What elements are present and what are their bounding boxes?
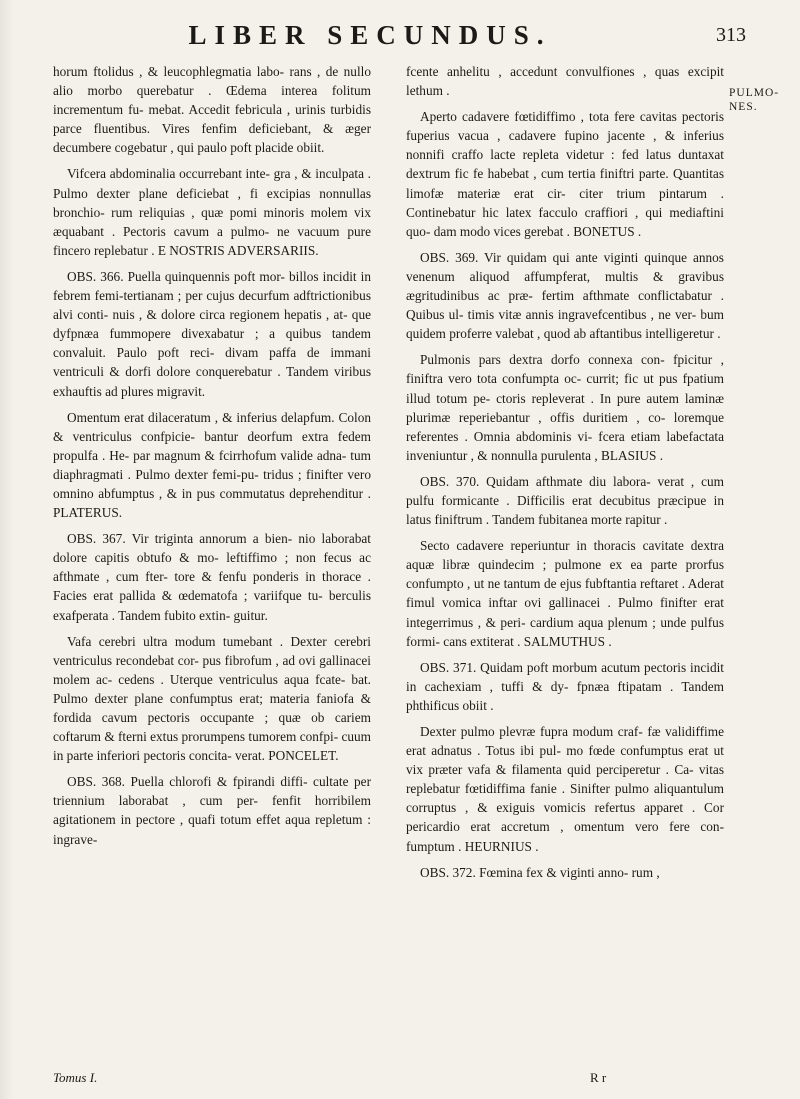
observation-367: OBS. 367. Vir triginta annorum a bien- nio laborabat dolore capitis obtufo & mo- leftiffimo ; non fecus ac afthmate , cum fter- tore & fenfu ponderis in thorace . Facies erat pallida & œdematofa ; variifque tu- berculis exafperata . Tandem fubito extin- guitur. [53,531,371,623]
page-number: 313 [716,24,746,46]
page-header [0,18,800,58]
signature-mark: R r [590,1070,607,1085]
paragraph: Vafa cerebri ultra modum tumebant . Dexter cerebri ventriculus recondebat cor- pus fibrofum , ad ovi gallinacei molem ac- cedens . Uterque ventriculus aqua fcate- bat. Pulmo dexter plane confumptus erat; materia faniofa & fordida cavum pectoris occupante ; quæ ob cariem coftarum & fterni extus prorumpens tumorem confpi- cuum in parte inferiori pectoris concita- verat. PONCELET. [53,633,371,764]
observation-371: OBS. 371. Quidam poft morbum acutum pectoris incidit in cachexiam , tuffi & dy- fpnæa ftipatam . Tandem phthificus obiit . [406,659,724,713]
running-title: LIBER SECUNDUS. [188,20,552,50]
paragraph: Pulmonis pars dextra dorfo connexa con- fpicitur , finiftra vero tota confumpta oc- currit; fic ut pus fpatium illud totum pe- ctoris repleverat . In pure autem laminæ plurimæ reperiebantur , offis duritiem , co- loremque referentes . Omnia abdominis vi- fcera etiam labefactata inveniuntur , & nonnulla purulenta , BLASIUS . [406,352,724,463]
paragraph: fcente anhelitu , accedunt convulfiones , quas excipit lethum . [406,64,724,99]
observation-366: OBS. 366. Puella quinquennis poft mor- billos incidit in febrem femi-tertianam ; per cujus decurfum adftrictionibus alvi conti- nuis , & dolore circa regionem hepatis , at- que dyfpnæa fummopere divexabatur ; a quibus tandem convaluit. Paulo poft reci- divam paffa de immani ventriculi & dorfi dolore conquerebatur . Tandem viribus exhauftis ad plures migravit. [53,268,371,399]
paragraph: Secto cadavere reperiuntur in thoracis cavitate dextra aquæ libræ quindecim ; pulmone ex ea parte prorfus confumpto , ut ne tantum de ejus fubftantia reftaret . Aderat fimul vomica inftar ovi gallinacei . Pulmo finifter erat integerrimus , & peri- cardium aqua plenum ; unde pulfus formi- cans extiterat . SALMUTHUS . [406,538,724,649]
paragraph: Vifcera abdominalia occurrebant inte- gra , & inculpata . Pulmo dexter plane deficiebat , fi excipias nonnullas bronchio- rum reliquias , quæ pomi minoris molem vix æquabant . Pectoris cavum a pulmo- ne vacuum pure fincero replebatur . E NOSTRIS ADVERSARIIS. [53,166,371,258]
left-column [53,62,371,849]
catchword: Tomus I. [53,1070,98,1085]
paragraph: Omentum erat dilaceratum , & inferius delapfum. Colon & ventriculus confpicie- bantur deorfum extra fedem propulfa . He- par magnum & fcirrhofum valide adna- tum diaphragmati . Pulmo dexter femi-pu- tridus ; finifter vero omnino abfumptus , & in pus commutatus deprehenditur . PLATERUS. [53,409,371,521]
observation-372: OBS. 372. Fœmina fex & viginti anno- rum , [420,864,660,880]
observation-369: OBS. 369. Vir quidam qui ante viginti quinque annos venenum aliquod affumpferat, multis & gravibus ægritudinibus ac præ- fertim afthmate conflictabatur . Quibus ul- timis vitæ annis ingravefcentibus , ne ver- bum quidem proferre valebat , quod ab aftantibus intelligeretur . [406,249,724,342]
right-column [406,62,724,882]
observation-368: OBS. 368. Puella chlorofi & fpirandi diffi- cultate per triennium laborabat , cum per- fenfit horribilem agitationem in pectore , quafi totum effet aqua repletum : ingrave- [53,774,371,847]
paragraph: horum ftolidus , & leucophlegmatia labo- rans , de nullo alio morbo querebatur . Œdema interea folitum incrementum fu- mebat. Accedit febricula , urinis turbidis parce fluentibus. Vires fenfim deficiebant, & æger decumbere cogebatur , qui paulo poft placide obiit. [53,64,371,156]
page-fold-shadow [0,0,14,1099]
observation-370: OBS. 370. Quidam afthmate diu labora- verat , cum pulfu formicante . Difficilis erat decubitus præcipue in latus finiftrum . Tandem fubitanea morte rapitur . [406,473,724,528]
paragraph: Aperto cadavere fœtidiffimo , tota fere cavitas pectoris fuperius vacua , cadavere fupino jacente , & inferius nonnifi craffo lacte repleta videtur : fed latus duntaxat dextrum fic fe habebat , cum tertia finiftri parte. Quantitas limofæ materiæ erat cir- citer trium pintarum . Continebatur hic latex facculo craffiori , qui mediaftini quo- dam modo vices gerebat . BONETUS . [406,109,724,239]
paragraph: Dexter pulmo plevræ fupra modum craf- fæ validiffime erat adnatus . Totus ibi pul- mo fœde confumptus erat ut vix præter vafa & filamenta quid perciperetur . Ca- vitas replebatur fœtidiffima fanie . Sinifter pulmo aliquantulum corruptus , & exiguis vomicis refertus apparet . Cor pericardio erat accretum , omentum vero fere con- fumptum . HEURNIUS . [406,724,724,854]
margin-note: PULMO-NES. [729,87,780,113]
